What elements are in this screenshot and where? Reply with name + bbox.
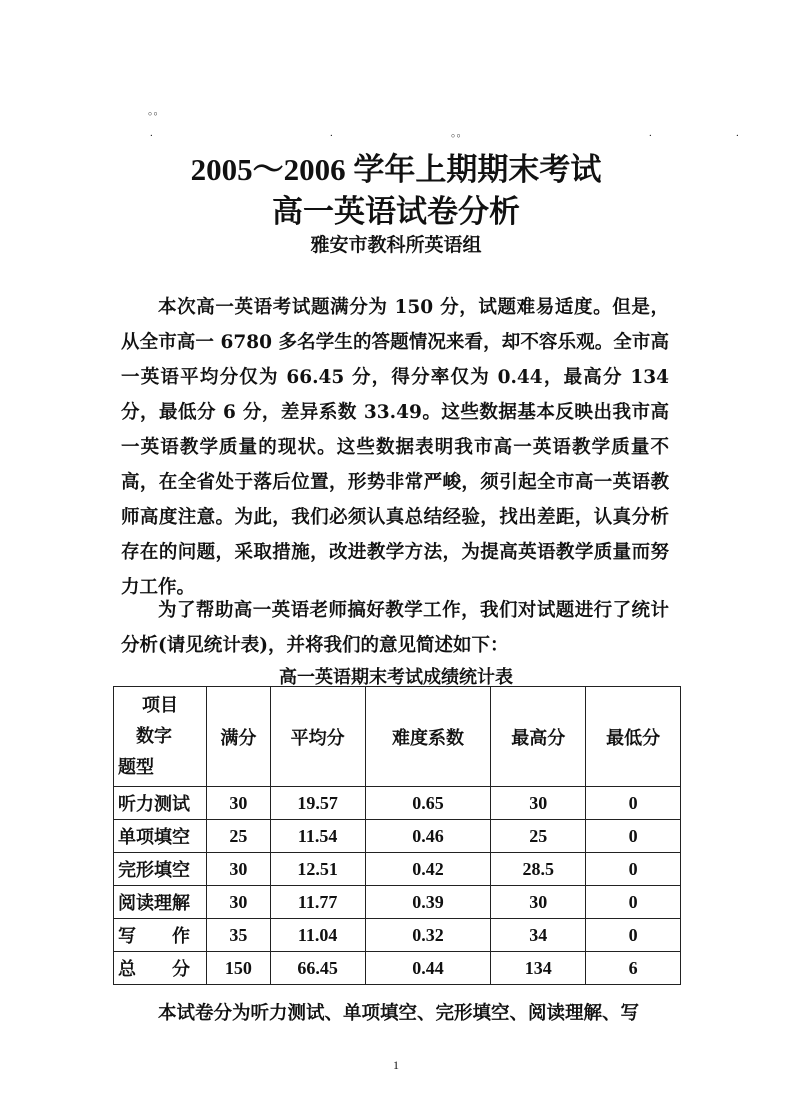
table-cell: 66.45	[270, 952, 365, 985]
header-mark: 。。	[451, 127, 468, 139]
table-cell: 134	[491, 952, 586, 985]
column-header: 满分	[207, 687, 271, 787]
table-row	[114, 919, 681, 952]
table-cell: 0.32	[365, 919, 491, 952]
table-cell: 0	[586, 787, 681, 820]
row-label: 总 分	[114, 952, 207, 985]
table-corner-cell	[114, 687, 207, 787]
corner-label: 数字	[136, 726, 172, 747]
table-cell: 0.65	[365, 787, 491, 820]
header-mark: .	[736, 127, 739, 139]
table-cell: 0	[586, 919, 681, 952]
table-cell: 12.51	[270, 853, 365, 886]
column-header: 平均分	[270, 687, 365, 787]
table-row	[114, 853, 681, 886]
table-row	[114, 787, 681, 820]
row-label: 阅读理解	[114, 886, 207, 919]
score-statistics-table	[113, 686, 681, 985]
table-cell: 30	[491, 886, 586, 919]
table-cell: 0.46	[365, 820, 491, 853]
table-cell: 11.77	[270, 886, 365, 919]
table-cell: 6	[586, 952, 681, 985]
column-header: 最高分	[491, 687, 586, 787]
header-mark: 。。	[148, 105, 165, 117]
row-label: 听力测试	[114, 787, 207, 820]
page-number: 1	[393, 1058, 399, 1072]
table-cell: 11.54	[270, 820, 365, 853]
table-row	[114, 886, 681, 919]
column-header: 难度系数	[365, 687, 491, 787]
row-label: 完形填空	[114, 853, 207, 886]
table-row	[114, 820, 681, 853]
paragraph-intro: 本次高一英语考试题满分为 150 分，试题难易适度。但是，从全市高一 6780 多名学生的答题情况来看，却不容乐观。全市高一英语平均分仅为 66.45 分，得分率仅为 0.44，最高分 134 分，最低分 6 分，差异系数 33.49。这些数据基本反映出我市高一英语教学质量的现状。这些数据表明我市高一英语教学质量不高，在全省处于落后位置，形势非常严峻，须引起全市高一英语教师高度注意。为此，我们必须认真总结经验，找出差距，认真分析存在的问题，采取措施，改进教学方法，为提高英语教学质量而努力工作。	[121, 297, 669, 598]
column-header: 最低分	[586, 687, 681, 787]
table-cell: 0	[586, 853, 681, 886]
paragraph-purpose: 为了帮助高一英语老师搞好教学工作，我们对试题进行了统计分析(请见统计表)，并将我们的意见简述如下：	[121, 600, 669, 656]
row-label: 写 作	[114, 919, 207, 952]
table-cell: 30	[207, 853, 271, 886]
table-cell: 30	[207, 886, 271, 919]
table-cell: 28.5	[491, 853, 586, 886]
table-cell: 34	[491, 919, 586, 952]
table-cell: 0.39	[365, 886, 491, 919]
table-cell: 19.57	[270, 787, 365, 820]
header-mark: .	[649, 127, 652, 139]
corner-label: 项目	[142, 695, 178, 716]
table-cell: 0	[586, 886, 681, 919]
table-cell: 25	[207, 820, 271, 853]
table-cell: 30	[207, 787, 271, 820]
table-cell: 0	[586, 820, 681, 853]
table-cell: 0.44	[365, 952, 491, 985]
corner-label: 题型	[118, 757, 154, 778]
document-subtitle: 高一英语试卷分析	[272, 194, 520, 230]
header-mark: .	[330, 127, 333, 139]
table-cell: 30	[491, 787, 586, 820]
table-caption: 高一英语期末考试成绩统计表	[279, 667, 513, 688]
paragraph-structure: 本试卷分为听力测试、单项填空、完形填空、阅读理解、写	[158, 1003, 640, 1024]
table-cell: 0.42	[365, 853, 491, 886]
table-cell: 150	[207, 952, 271, 985]
table-cell: 25	[491, 820, 586, 853]
row-label: 单项填空	[114, 820, 207, 853]
header-mark: .	[150, 127, 153, 139]
document-author: 雅安市教科所英语组	[310, 234, 482, 256]
document-title: 2005～2006 学年上期期末考试	[190, 152, 602, 187]
table-row	[114, 952, 681, 985]
table-header-row	[114, 687, 681, 787]
table-cell: 35	[207, 919, 271, 952]
table-cell: 11.04	[270, 919, 365, 952]
